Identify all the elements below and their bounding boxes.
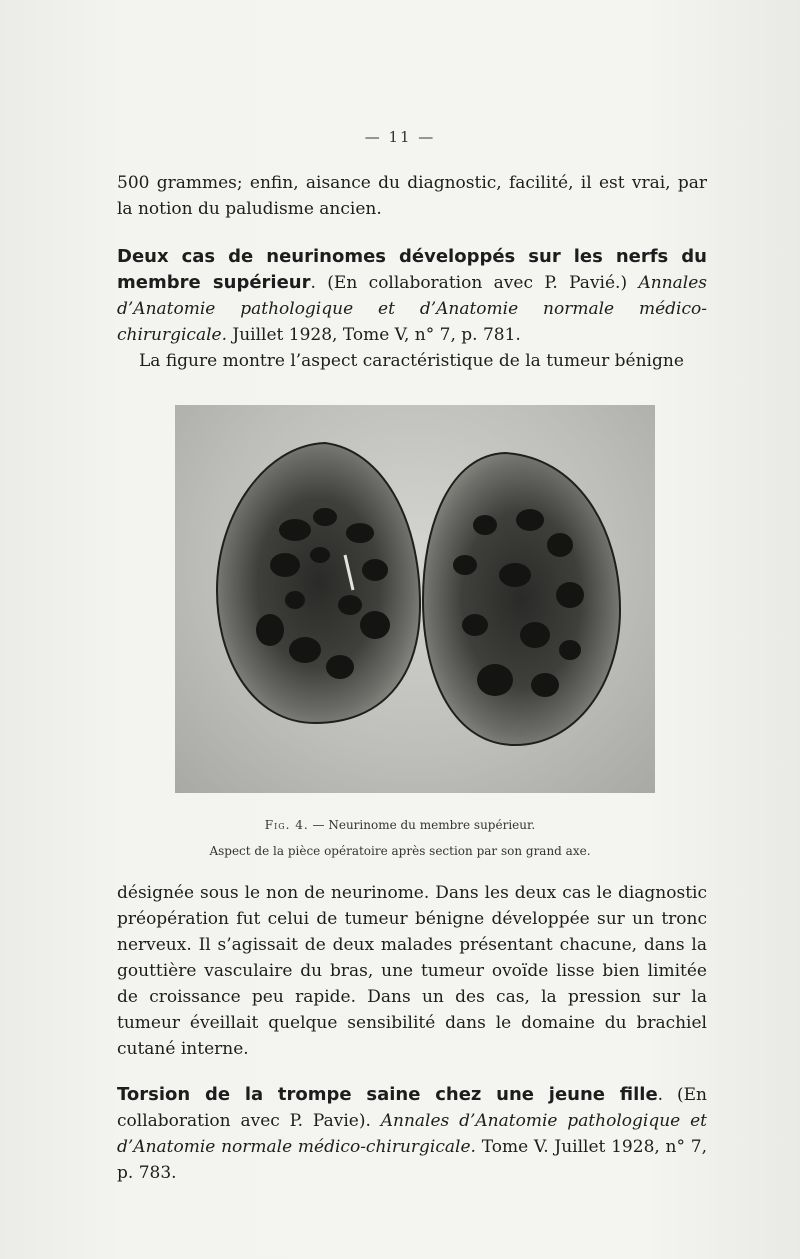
article-1 xyxy=(117,244,707,374)
figure-label: Fig. 4. xyxy=(264,818,309,832)
article-2-ref: Tome V. Juillet 1928, n° 7, p. 783. xyxy=(117,1137,707,1183)
figure-caption-line-1 xyxy=(0,818,800,832)
article-1-collab: . (En collaboration avec P. Pavié.) xyxy=(310,273,639,293)
figure-caption-title: — Neurinome du membre supérieur. xyxy=(308,818,536,832)
article-1-intro: La figure montre l’aspect caractéristique de la tumeur bénigne xyxy=(139,351,684,371)
tumor-half-left xyxy=(217,443,420,723)
continuation-paragraph xyxy=(117,170,707,222)
article-2-title: Torsion de la trompe saine chez une jeune fille xyxy=(117,1084,658,1105)
article-2-collab: . (En collaboration avec P. Pavie). xyxy=(117,1085,707,1131)
paragraph-2-text: désignée sous le non de neurinome. Dans les deux cas le diagnostic préopération fut celui de tumeur bénigne développée sur un tronc nerveux. Il s’agissait de deux malades présentant chacune, dans la gouttière vasculaire du bras, une tumeur ovoïde lisse bien limitée de croissance peu rapide. Dans un des cas, la pression sur la tumeur éveillait quelque sensibilité dans le domaine du brachiel cutané interne. xyxy=(117,883,707,1059)
tumor-half-right xyxy=(423,453,620,745)
continuation-text: 500 grammes; enfin, aisance du diagnostic, facilité, il est vrai, par la notion du paludisme ancien. xyxy=(117,173,707,219)
figure-caption-line-2: Aspect de la pièce opératoire après section par son grand axe. xyxy=(209,844,591,858)
article-1-ref: Juillet 1928, Tome V, n° 7, p. 781. xyxy=(227,325,521,345)
article-1-title: Deux cas de neurinomes développés sur les nerfs du membre supérieur xyxy=(117,246,707,293)
body-paragraph xyxy=(117,880,707,1062)
article-2-journal: Annales d’Anatomie pathologique et d’Anatomie normale médico-chirurgicale. xyxy=(117,1111,707,1157)
article-1-reference xyxy=(117,244,707,348)
article-2 xyxy=(117,1082,707,1186)
figure-photo xyxy=(175,405,655,793)
article-1-journal: Annales d’Anatomie pathologique et d’Anatomie normale médico-chirurgicale. xyxy=(117,273,707,345)
page-number: — 11 — xyxy=(364,128,436,146)
article-2-reference xyxy=(117,1082,707,1186)
